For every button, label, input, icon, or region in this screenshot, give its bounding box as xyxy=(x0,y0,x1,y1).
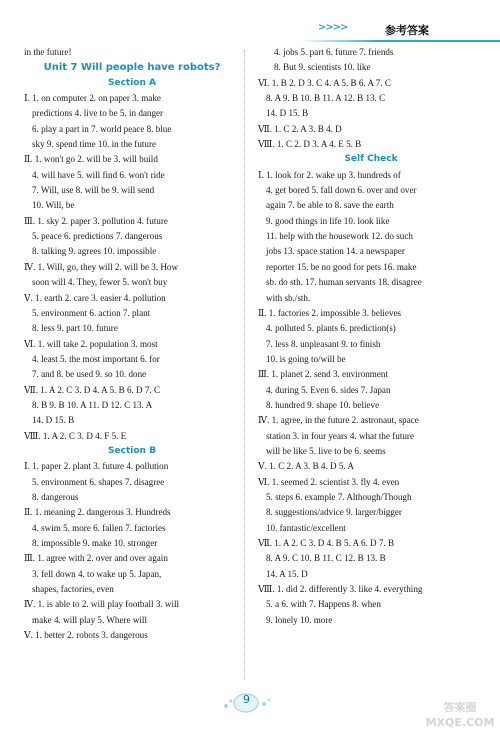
left-column-line: make 4. will play 5. Where will xyxy=(32,614,147,625)
right-column-line: 8. suggestions/advice 9. larger/bigger xyxy=(266,507,402,518)
right-column-line: Ⅱ. 1. factories 2. impossible 3. believes xyxy=(258,307,402,318)
right-column-line: 8. A 9. B 10. B 11. A 12. B 13. C xyxy=(266,93,386,104)
left-column-line: 8. talking 9. agrees 10. impossible xyxy=(32,246,157,257)
right-column xyxy=(258,45,484,628)
right-column-line: 10. is going to/will be xyxy=(266,353,346,364)
right-column-line: 8. But 9. scientists 10. like xyxy=(274,62,371,73)
left-column-line: Ⅷ. 1. A 2. C 3. D 4. F 5. E xyxy=(24,430,127,441)
left-column-line: shapes, factories, even xyxy=(32,584,114,595)
left-column-line: 8. less 9. part 10. future xyxy=(32,323,118,334)
watermark-line-2: MXQE.COM xyxy=(425,716,495,729)
header-arrows-icon: >>>> xyxy=(318,22,348,33)
left-column-line: Ⅰ. 1. paper 2. plant 3. future 4. pollution xyxy=(24,461,169,472)
right-column-line: 5. a 6. with 7. Happens 8. when xyxy=(266,599,381,610)
left-column-line: Ⅲ. 1. sky 2. paper 3. pollution 4. future xyxy=(24,215,168,226)
left-column-line: predictions 4. live to be 5. in danger xyxy=(32,108,164,119)
right-column-line: Self Check xyxy=(344,154,398,165)
left-column-line: Ⅶ. 1. A 2. C 3. D 4. A 5. B 6. D 7. C xyxy=(24,384,161,395)
right-column-line: 10. fantastic/excellent xyxy=(266,522,346,533)
left-column-line: sky 9. spend time 10. in the future xyxy=(32,139,157,150)
left-column xyxy=(24,45,240,643)
left-column-line: 4. swim 5. more 6. fallen 7. factories xyxy=(32,522,166,533)
left-column-line: 4. least 5. the most important 6. for xyxy=(32,353,160,364)
left-column-line: Ⅱ. 1. meaning 2. dangerous 3. Hundreds xyxy=(24,507,171,518)
right-column-line: Ⅵ. 1. B 2. D 3. C 4. A 5. B 6. A 7. C xyxy=(258,77,391,88)
left-column-line: 5. peace 6. predictions 7. dangerous xyxy=(32,231,163,242)
right-column-line: 4. get bored 5. fall down 6. over and over xyxy=(266,185,417,196)
right-column-line: 9. lonely 10. more xyxy=(266,614,333,625)
header-title: 参考答案 xyxy=(385,24,429,37)
left-column-line: 7. Will, use 8. will be 9. will send xyxy=(32,185,155,196)
left-column-line: Ⅳ. 1. Will, go, they will 2. will be 3. How xyxy=(24,261,179,272)
left-column-line: 5. environment 6. shapes 7. disagree xyxy=(32,476,165,487)
left-column-line: 14. D 15. B xyxy=(32,415,75,426)
left-column-line: Ⅳ. 1. is able to 2. will play football 3. will xyxy=(24,599,180,610)
left-column-line: 4. will have 5. will find 6. won't ride xyxy=(32,169,165,180)
left-column-line: Section A xyxy=(108,77,156,88)
right-column-line: 4. polluted 5. plants 6. prediction(s) xyxy=(266,323,396,334)
column-divider xyxy=(244,50,245,680)
left-column-line: 8. dangerous xyxy=(32,491,79,502)
left-column-line: Unit 7 Will people have robots? xyxy=(43,62,221,74)
right-column-line: Ⅷ. 1. did 2. differently 3. like 4. everything xyxy=(258,584,423,595)
right-column-line: 4. jobs 5. part 6. future 7. friends xyxy=(274,47,394,57)
left-column-line: 5. environment 6. action 7. plant xyxy=(32,307,151,318)
right-column-line: Ⅴ. 1. C 2. A 3. B 4. D 5. A xyxy=(258,461,355,472)
right-column-line: with sb./sth. xyxy=(266,292,311,303)
left-column-line: Ⅴ. 1. better 2. robots 3. dangerous xyxy=(24,630,148,641)
right-column-line: 7. less 8. unpleasant 9. to finish xyxy=(266,338,381,349)
right-column-line: Ⅳ. 1. agree, in the future 2. astronaut, space xyxy=(258,415,419,426)
left-column-line: Ⅲ. 1. agree with 2. over and over again xyxy=(24,553,168,564)
left-column-line: 6. play a part in 7. world peace 8. blue xyxy=(32,123,172,134)
right-column-line: station 3. in four years 4. what the future xyxy=(266,430,414,441)
right-column-line: 5. steps 6. example 7. Although/Though xyxy=(266,491,412,502)
right-column-line: Ⅷ. 1. C 2. D 3. A 4. E 5. B xyxy=(258,139,362,150)
right-column-line: 4. during 5. Even 6. sides 7. Japan xyxy=(266,384,391,395)
left-column-line: Ⅴ. 1. earth 2. care 3. easier 4. pollution xyxy=(24,292,166,303)
right-column-line: 11. help with the housework 12. do such xyxy=(266,231,413,242)
right-column-line: will be like 5. live to be 6. seems xyxy=(266,445,386,456)
right-column-line: reporter 15. be no good for pets 16. make xyxy=(266,261,417,272)
watermark xyxy=(425,700,495,738)
header-divider xyxy=(300,40,500,42)
left-column-line: Section B xyxy=(108,445,156,456)
right-column-line: 14. A 15. D xyxy=(266,568,308,579)
right-column-line: 8. hundred 9. shape 10. believe xyxy=(266,399,380,410)
left-column-line: 7. and 8. be used 9. so 10. done xyxy=(32,369,147,380)
right-column-line: Ⅶ. 1. A 2. C 3. D 4. B 5. A 6. D 7. B xyxy=(258,538,395,548)
left-column-line: Ⅵ. 1. will take 2. population 3. most xyxy=(24,338,158,349)
left-column-line: 8. impossible 9. make 10. stronger xyxy=(32,538,158,548)
left-column-line: 10. Will, be xyxy=(32,200,75,211)
left-column-line: soon will 4. They, fewer 5. won't buy xyxy=(32,277,168,288)
right-column-line: Ⅲ. 1. planet 2. send 3. environment xyxy=(258,369,388,380)
right-column-line: again 7. be able to 8. save the earth xyxy=(266,200,394,211)
page-number: 9 xyxy=(243,693,250,706)
left-column-line: Ⅱ. 1. won't go 2. will be 3. will build xyxy=(24,154,158,165)
right-column-line: Ⅰ. 1. look for 2. wake up 3. hundreds of xyxy=(258,169,401,180)
left-column-line: 3. fell down 4. to wake up 5. Japan, xyxy=(32,568,162,579)
right-column-line: jobs 13. space station 14. a newspaper xyxy=(266,246,405,257)
left-column-line: in the future! xyxy=(24,47,72,57)
left-column-line: 8. B 9. B 10. A 11. D 12. C 13. A xyxy=(32,399,153,410)
right-column-line: 14. D 15. B xyxy=(266,108,309,119)
right-column-line: Ⅵ. 1. seemed 2. scientist 3. fly 4. even xyxy=(258,476,400,487)
watermark-line-1: 答案圈 xyxy=(443,701,477,714)
right-column-line: Ⅶ. 1. C 2. A 3. B 4. D xyxy=(258,123,342,134)
right-column-line: 9. good things in life 10. look like xyxy=(266,215,390,226)
left-column-line: Ⅰ. 1. on computer 2. on paper 3. make xyxy=(24,93,161,104)
right-column-line: sb. do sth. 17. human servants 18. disagree xyxy=(266,277,422,288)
right-column-line: 8. A 9. C 10. B 11. C 12. B 13. B xyxy=(266,553,386,564)
